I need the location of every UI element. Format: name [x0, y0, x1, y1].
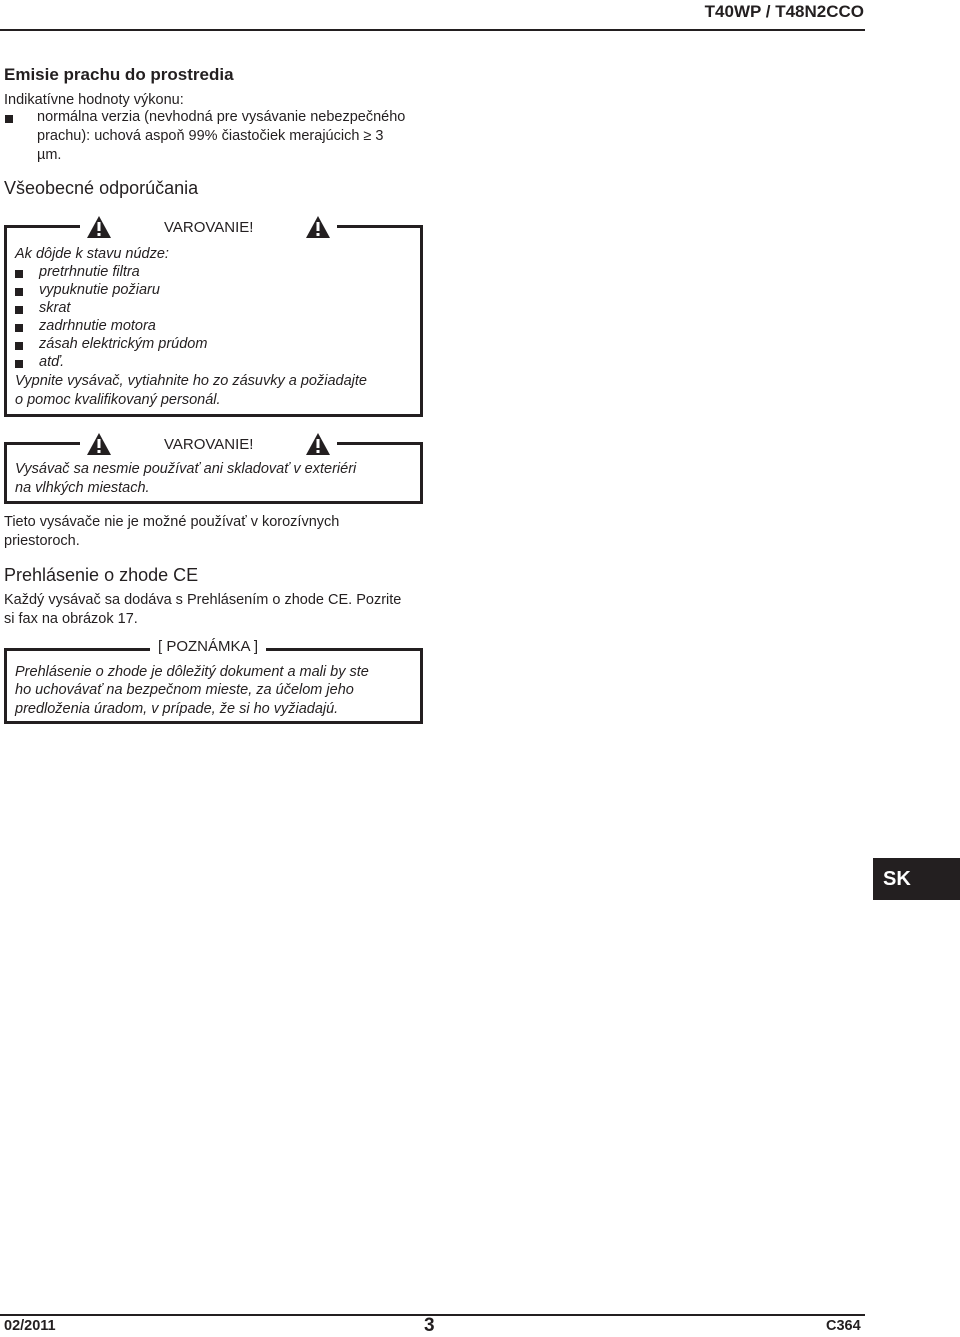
bullet-icon [15, 288, 23, 296]
footer-date: 02/2011 [4, 1318, 56, 1334]
emission-bullet-line: prachu): uchová aspoň 99% čiastočiek merajúcich ≥ 3 [37, 128, 384, 144]
warning-text: o pomoc kvalifikovaný personál. [15, 392, 221, 408]
bullet-icon [15, 324, 23, 332]
warning-item: pretrhnutie filtra [39, 264, 140, 280]
ce-heading: Prehlásenie o zhode CE [4, 565, 199, 585]
general-heading: Všeobecné odporúčania [4, 178, 199, 198]
warning-text: na vlhkých miestach. [15, 480, 150, 496]
warning-triangle-icon [86, 215, 112, 239]
document-code-header: T40WP / T48N2CCO [704, 2, 864, 21]
warning-label: VAROVANIE! [164, 435, 254, 453]
corrosive-text: Tieto vysávače nie je možné používať v korozívnych [4, 514, 340, 530]
note-text: ho uchovávať na bezpečnom mieste, za účelom jeho [15, 682, 354, 698]
ce-text: si fax na obrázok 17. [4, 611, 138, 627]
ce-text: Každý vysávač sa dodáva s Prehlásením o zhode CE. Pozrite [4, 592, 402, 608]
warning-triangle-icon [305, 432, 331, 456]
warning-triangle-icon [305, 215, 331, 239]
warning-triangle-icon [86, 432, 112, 456]
corrosive-text: priestoroch. [4, 533, 80, 549]
warning-label: VAROVANIE! [164, 218, 254, 236]
warning-item: atď. [39, 354, 65, 370]
bullet-icon [15, 342, 23, 350]
warning-item: skrat [39, 300, 71, 316]
emission-bullet-line: normálna verzia (nevhodná pre vysávanie nebezpečného [37, 109, 406, 125]
warning-intro: Ak dôjde k stavu núdze: [15, 246, 169, 262]
warning-header [80, 214, 337, 240]
language-tab-sk: SK [873, 858, 960, 900]
warning-item: zásah elektrickým prúdom [39, 336, 208, 352]
emission-intro: Indikatívne hodnoty výkonu: [4, 92, 184, 108]
header-rule [0, 29, 865, 31]
note-text: Prehlásenie o zhode je dôležitý dokument a mali by ste [15, 664, 369, 680]
footer-code: C364 [826, 1318, 861, 1334]
note-text: predloženia úradom, v prípade, že si ho vyžiadajú. [15, 701, 339, 717]
warning-header [80, 431, 337, 457]
warning-item: zadrhnutie motora [39, 318, 156, 334]
warning-item: vypuknutie požiaru [39, 282, 160, 298]
warning-text: Vypnite vysávač, vytiahnite ho zo zásuvky a požiadajte [15, 373, 367, 389]
warning-text: Vysávač sa nesmie používať ani skladovať v exteriéri [15, 461, 357, 477]
page-number: 3 [424, 1315, 435, 1336]
emission-bullet-line: µm. [37, 147, 62, 163]
bullet-icon [15, 360, 23, 368]
emission-heading: Emisie prachu do prostredia [4, 65, 234, 84]
bullet-icon [15, 306, 23, 314]
note-label: [ POZNÁMKA ] [150, 637, 266, 657]
bullet-icon [5, 115, 13, 123]
bullet-icon [15, 270, 23, 278]
